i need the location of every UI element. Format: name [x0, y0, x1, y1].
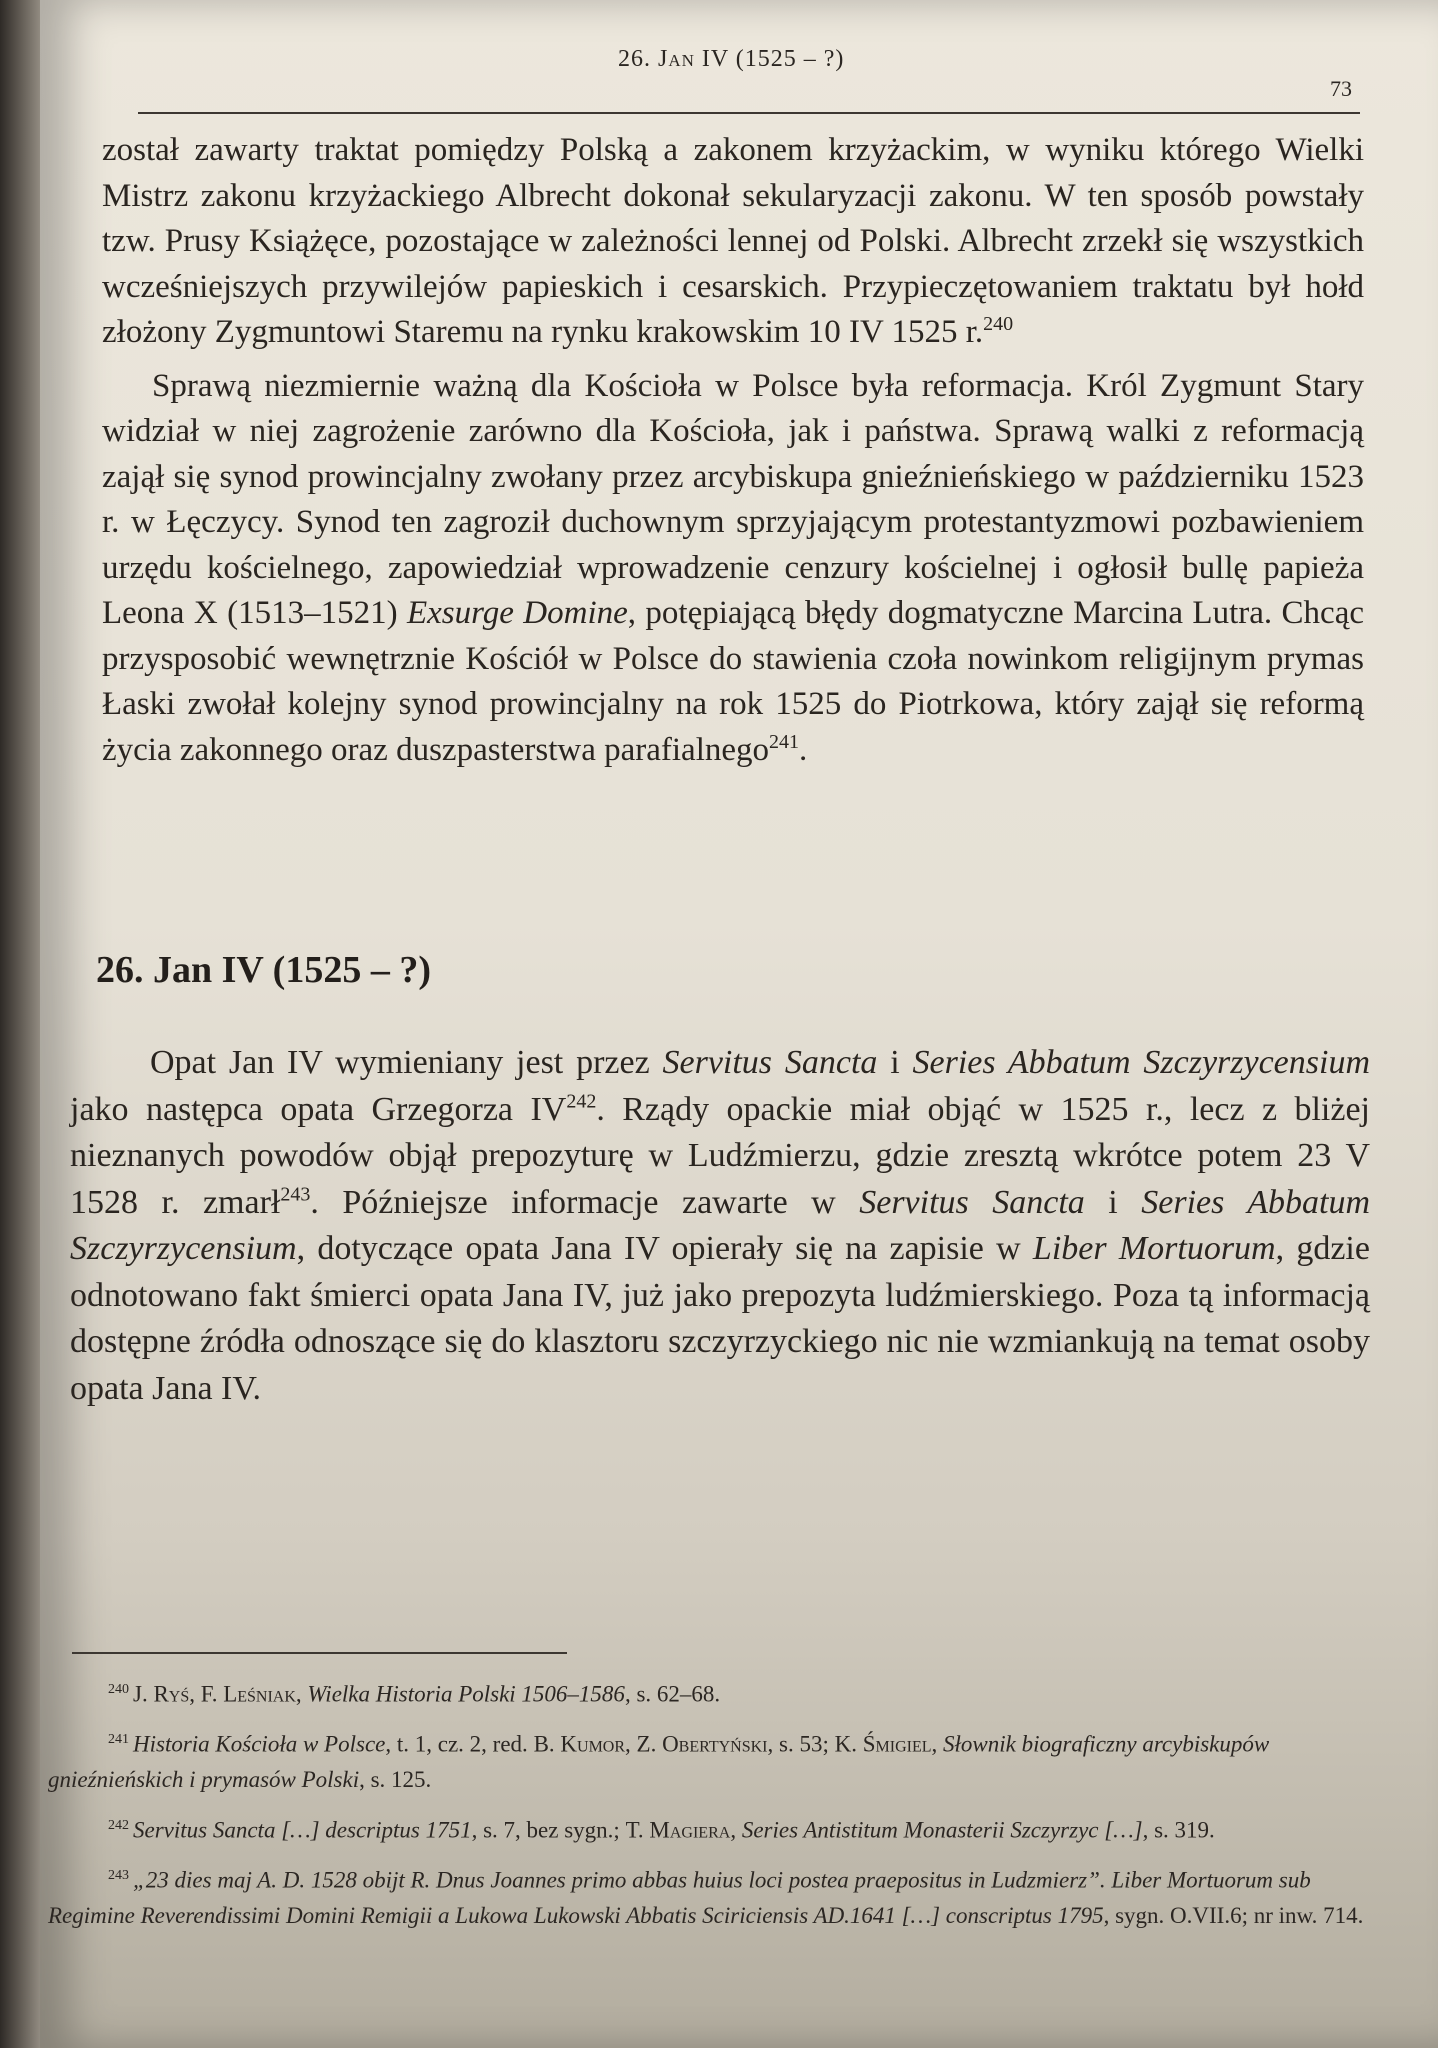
footnote-242: $^{242}$ Servitus Sancta […] descriptus 1751, s. 7, bez sygn.; T. Magiera, Series Antistitum Monasterii Szczyrzyc […], s. 319. [108, 1817, 1215, 1843]
footnote-quote: „23 dies maj A. D. 1528 obijt R. Dnus Joannes primo abbas huius loci postea praepositus in Ludzmierz”. Liber Mortuorum sub Regimine Reverendissimi Domini Remigii a Lukowa Lukowski Abbatis Sciriciensis AD.1641 […] conscriptus 1795 [48, 1867, 1311, 1929]
paragraph-2 [102, 364, 1364, 774]
footnote-text: , s. 53; [767, 1731, 835, 1757]
footnote-text: , s. 7, bez sygn.; [471, 1817, 626, 1843]
section-text-5: . Późniejsze informacje zawarte w [310, 1183, 860, 1221]
footnote-241: $^{241}$ Historia Kościoła w Polsce, t. 1, cz. 2, red. B. Kumor, Z. Obertyński, s. 53; K. Śmigiel, Słownik biograficzny arcybiskupów gnieźnieńskich i prymasów Polski, s. 125. [48, 1731, 1270, 1793]
footnote-title: Series Antistitum Monasterii Szczyrzyc […] [741, 1817, 1143, 1843]
footnote-author: B. Kumor, Z. Obertyński [533, 1731, 768, 1757]
main-text [102, 128, 1364, 773]
section-text-3: jako następca opata Grzegorza IV [70, 1090, 567, 1128]
section-text-4: . Rządy opackie miał objąć w 1525 r., lecz z bliżej nieznanych powodów objął prepozyturę w Ludźmierzu, gdzie zresztą wkrótce potem 23 V 1528 r. zmarł [70, 1090, 1370, 1221]
footnote-ref-241: 241 [769, 730, 800, 753]
section-text-1: Opat Jan IV wymieniany jest przez [150, 1044, 663, 1081]
paragraph-2-text-b: , potępiającą błędy dogmatyczne Marcina Lutra. Chcąc przysposobić wewnętrznie Kościół w Polsce do stawienia czoła nowinkom religijnym prymas Łaski zwołał kolejny synod prowincjalny na rok 1525 do Piotrkowa, który zajął się reformą życia zakonnego oraz duszpasterstwa parafialnego [102, 595, 1365, 768]
section-text-6: i [1084, 1183, 1142, 1221]
page-header [130, 40, 1370, 112]
footnote-author: J. Ryś, F. Leśniak [133, 1681, 296, 1707]
footnote-number: 240 [108, 1682, 129, 1697]
section-body [70, 1040, 1370, 1412]
footnote-rule [72, 1652, 567, 1654]
section-italic-4: Series Abbatum Szczyrzycensium [70, 1183, 1371, 1267]
footnote-title: Słownik biograficzny arcybiskupów gnieźnieńskich i prymasów Polski [48, 1731, 1270, 1793]
paragraph-2-end: . [799, 731, 808, 768]
section-text-2: i [877, 1044, 913, 1081]
paragraph-2-italic-title: Exsurge Domine [406, 595, 628, 631]
section-text-8: , gdzie odnotowano fakt śmierci opata Jana IV, już jako prepozyta ludźmierskiego. Poza tą informacją dostępne źródła odnoszące się do klasztoru szczyrzyckiego nic nie wzmiankują na temat osoby opata Jana IV. [70, 1230, 1370, 1407]
section-italic-3: Servitus Sancta [859, 1183, 1085, 1221]
section-italic-2: Series Abbatum Szczyrzycensium [912, 1044, 1371, 1081]
section-text-7: , dotyczące opata Jana IV opierały się na zapisie w [296, 1230, 1033, 1267]
footnotes [48, 1672, 1388, 1944]
paragraph-1 [102, 128, 1364, 356]
footnote-243 [48, 1858, 1388, 1934]
footnote-ref-240: 240 [983, 313, 1014, 335]
footnote-number: 243 [108, 1867, 129, 1883]
section-italic-5: Liber Mortuorum [1032, 1230, 1276, 1267]
footnote-rest: , s. 62–68. [624, 1681, 721, 1707]
footnote-text: , t. 1, cz. 2, red. [385, 1731, 534, 1757]
footnote-title: Historia Kościoła w Polsce [133, 1731, 386, 1757]
section-italic-1: Servitus Sancta [662, 1044, 878, 1081]
footnote-author: T. Magiera [625, 1817, 731, 1843]
footnote-rest: , sygn. O.VII.6; nr inw. 714. [1103, 1903, 1364, 1929]
footnote-title: Servitus Sancta […] descriptus 1751 [133, 1817, 472, 1843]
footnote-rest: , s. 125. [359, 1767, 432, 1793]
footnote-ref-243: 243 [280, 1183, 311, 1206]
page-number: 73 [1330, 76, 1352, 101]
footnote-ref-242: 242 [566, 1090, 597, 1113]
section-paragraph [70, 1040, 1370, 1412]
header-rule [138, 112, 1360, 114]
running-head: 26. Jan IV (1525 – ?) [618, 46, 845, 72]
footnote-number: 241 [108, 1732, 129, 1748]
footnote-title: Wielka Historia Polski 1506–1586 [307, 1681, 625, 1707]
footnote-rest: , s. 319. [1142, 1817, 1215, 1843]
footnote-author: K. Śmigiel [834, 1731, 932, 1757]
footnote-number: 242 [108, 1817, 129, 1833]
paragraph-1-text: został zawarty traktat pomiędzy Polską a zakonem krzyżackim, w wyniku którego Wielki Mistrz zakonu krzyżackiego Albrecht dokonał sekularyzacji zakonu. W ten sposób powstały tzw. Prusy Książęce, pozostające w zależności lennej od Polski. Albrecht zrzekł się wszystkich wcześniejszych przywilejów papieskich i cesarskich. Przypieczętowaniem traktatu był hołd złożony Zygmuntowi Staremu na rynku krakowskim 10 IV 1525 r. [102, 132, 1364, 350]
footnote-240: $^{240}$ J. Ryś, F. Leśniak, Wielka Historia Polski 1506–1586, s. 62–68. [108, 1681, 721, 1707]
book-page [40, 0, 1438, 2048]
section-heading: 26. Jan IV (1525 – ?) [96, 949, 431, 991]
paragraph-2-text-a: Sprawą niezmiernie ważną dla Kościoła w Polsce była reformacja. Król Zygmunt Stary widział w niej zagrożenie zarówno dla Kościoła, jak i państwa. Sprawą walki z reformacją zajął się synod prowincjalny zwołany przez arcybiskupa gnieźnieńskiego w październiku 1523 r. w Łęczycy. Synod ten zagroził duchownym sprzyjającym protestantyzmowi pozbawieniem urzędu kościelnego, zapowiedział wprowadzenie cenzury kościelnej i ogłosił bullę papieża Leona X (1513–1521) [102, 367, 1364, 631]
